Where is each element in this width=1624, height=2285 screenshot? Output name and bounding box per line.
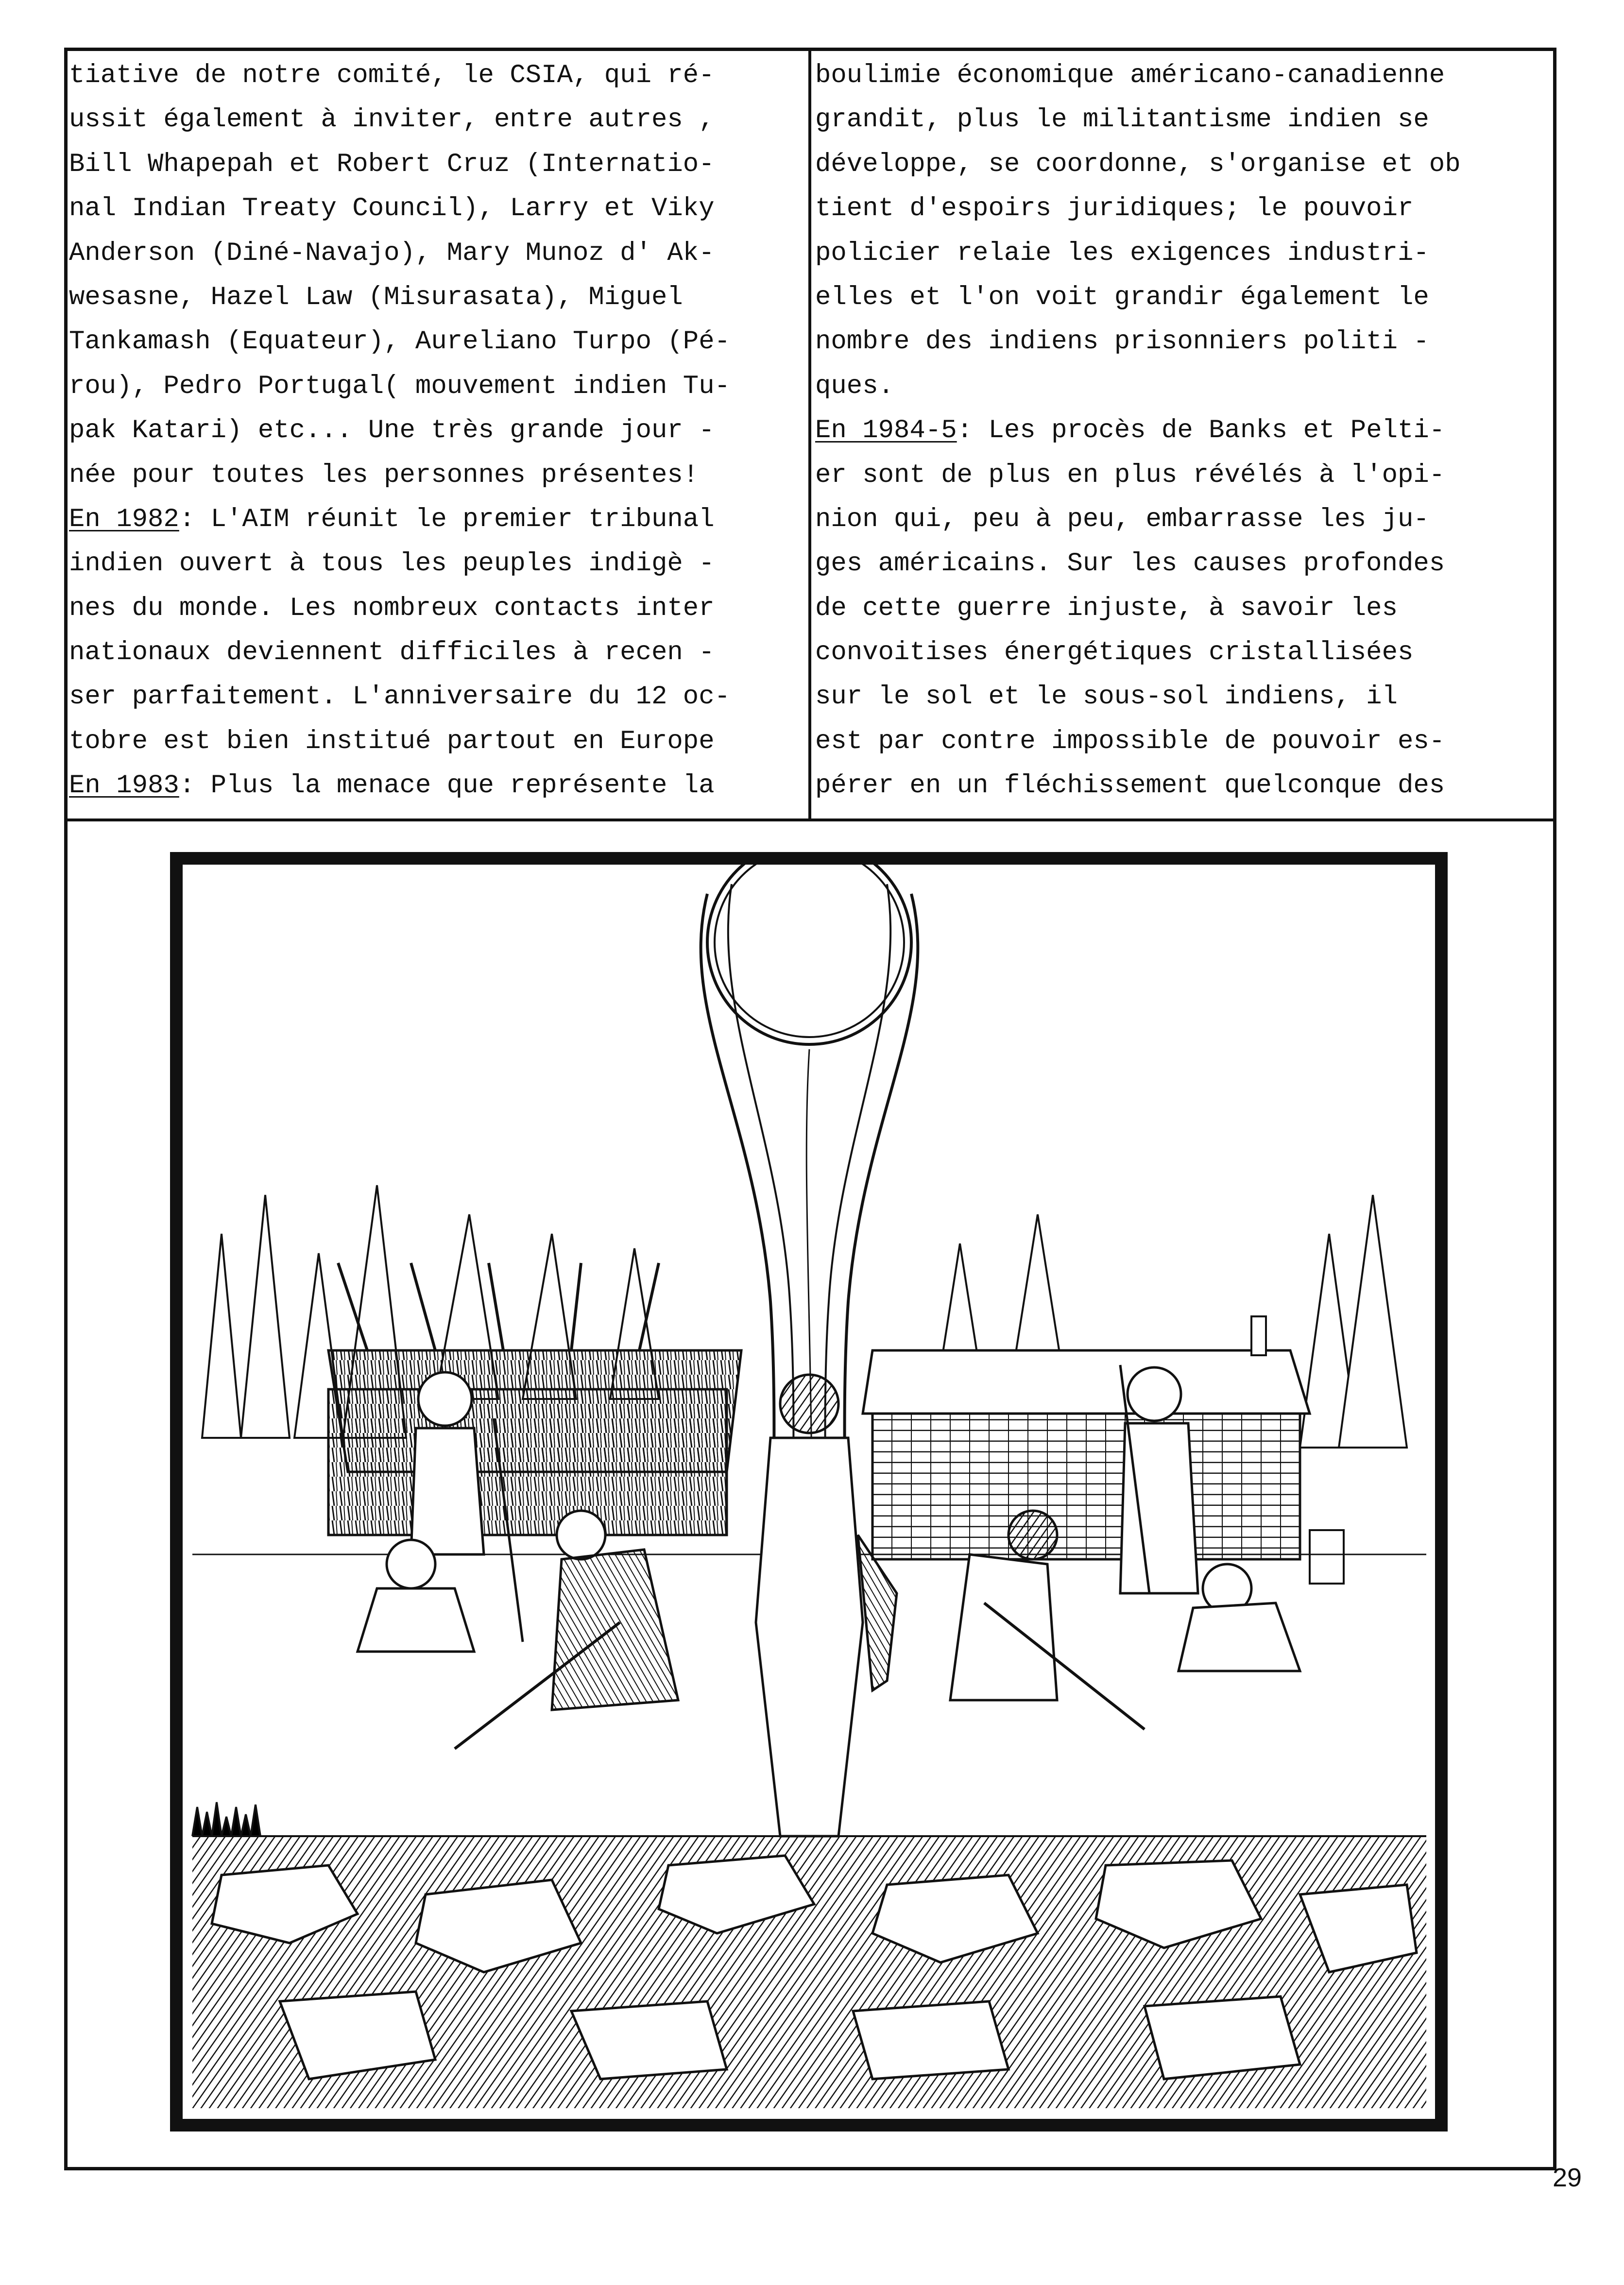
column-divider: [808, 48, 811, 820]
text-line: [69, 53, 805, 98]
line-text: : Plus la menace que représente la: [179, 771, 715, 801]
line-text: ges américains. Sur les causes profondes: [815, 549, 1445, 579]
text-line: [69, 497, 805, 542]
text-line: [815, 719, 1554, 764]
log-cabin: [863, 1316, 1344, 1584]
text-illustration-divider: [64, 819, 1556, 821]
planting-scene-illustration: [183, 865, 1435, 2119]
line-text: : Les procès de Banks et Pelti-: [957, 416, 1445, 446]
line-text: tient d'espoirs juridiques; le pouvoir: [815, 194, 1414, 224]
text-line: [69, 586, 805, 631]
line-text: ques.: [815, 371, 894, 401]
text-line: [815, 631, 1554, 675]
illustration-frame: [170, 852, 1448, 2132]
text-line: [69, 320, 805, 364]
line-text: ser parfaitement. L'anniversaire du 12 oc-: [69, 682, 731, 712]
text-line: [69, 675, 805, 719]
line-text: pak Katari) etc... Une très grande jour -: [69, 416, 715, 446]
line-text: de cette guerre injuste, à savoir les: [815, 593, 1398, 623]
line-text: policier relaie les exigences industri-: [815, 238, 1429, 268]
line-text: tiative de notre comité, le CSIA, qui ré-: [69, 61, 715, 90]
line-text: elles et l'on voit grandir également le: [815, 282, 1429, 312]
text-line: [69, 142, 805, 187]
text-line: [69, 275, 805, 320]
text-line: [69, 231, 805, 275]
line-text: er sont de plus en plus révélés à l'opi-: [815, 460, 1445, 490]
text-line: [815, 453, 1554, 497]
line-text: nal Indian Treaty Council), Larry et Viky: [69, 194, 715, 224]
line-text: convoitises énergétiques cristallisées: [815, 638, 1414, 668]
year-heading: En 1982: [69, 504, 179, 534]
line-text: wesasne, Hazel Law (Misurasata), Miguel: [69, 282, 683, 312]
text-line: [69, 631, 805, 675]
text-line: [69, 542, 805, 586]
text-line: [815, 586, 1554, 631]
line-text: tobre est bien institué partout en Europe: [69, 726, 715, 756]
text-line: [815, 320, 1554, 364]
text-line: [815, 98, 1554, 142]
text-line: [815, 187, 1554, 231]
year-heading: En 1984-5: [815, 416, 957, 446]
text-line: [69, 453, 805, 497]
left-text-column: [69, 53, 805, 808]
line-text: Tankamash (Equateur), Aureliano Turpo (Pé-: [69, 327, 731, 357]
line-text: pérer en un fléchissement quelconque des: [815, 771, 1445, 801]
text-line: [69, 764, 805, 808]
text-line: [69, 187, 805, 231]
text-line: [69, 409, 805, 453]
text-line: [69, 98, 805, 142]
text-line: [815, 497, 1554, 542]
year-heading: En 1983: [69, 771, 179, 801]
text-line: [69, 719, 805, 764]
text-line: [815, 231, 1554, 275]
line-text: nes du monde. Les nombreux contacts inter: [69, 593, 715, 623]
line-text: rou), Pedro Portugal( mouvement indien Tu-: [69, 371, 731, 401]
right-text-column: [815, 53, 1554, 808]
line-text: Anderson (Diné-Navajo), Mary Munoz d' Ak-: [69, 238, 715, 268]
text-line: [815, 53, 1554, 98]
line-text: est par contre impossible de pouvoir es-: [815, 726, 1445, 756]
line-text: : L'AIM réunit le premier tribunal: [179, 504, 715, 534]
line-text: développe, se coordonne, s'organise et ob: [815, 149, 1461, 179]
text-line: [815, 364, 1554, 409]
text-line: [815, 275, 1554, 320]
line-text: boulimie économique américano-canadienne: [815, 61, 1445, 90]
line-text: Bill Whapepah et Robert Cruz (Internatio-: [69, 149, 715, 179]
text-line: [815, 409, 1554, 453]
line-text: grandit, plus le militantisme indien se: [815, 105, 1429, 135]
text-line: [815, 675, 1554, 719]
line-text: indien ouvert à tous les peuples indigè -: [69, 549, 715, 579]
line-text: ussit également à inviter, entre autres ,: [69, 105, 715, 135]
text-line: [815, 764, 1554, 808]
text-line: [815, 542, 1554, 586]
text-line: [69, 364, 805, 409]
line-text: nion qui, peu à peu, embarrasse les ju-: [815, 504, 1429, 534]
page-number: 29: [1553, 2163, 1582, 2192]
line-text: nationaux deviennent difficiles à recen -: [69, 638, 715, 668]
line-text: née pour toutes les personnes présentes!: [69, 460, 699, 490]
text-line: [815, 142, 1554, 187]
line-text: sur le sol et le sous-sol indiens, il: [815, 682, 1398, 712]
line-text: nombre des indiens prisonniers politi -: [815, 327, 1429, 357]
